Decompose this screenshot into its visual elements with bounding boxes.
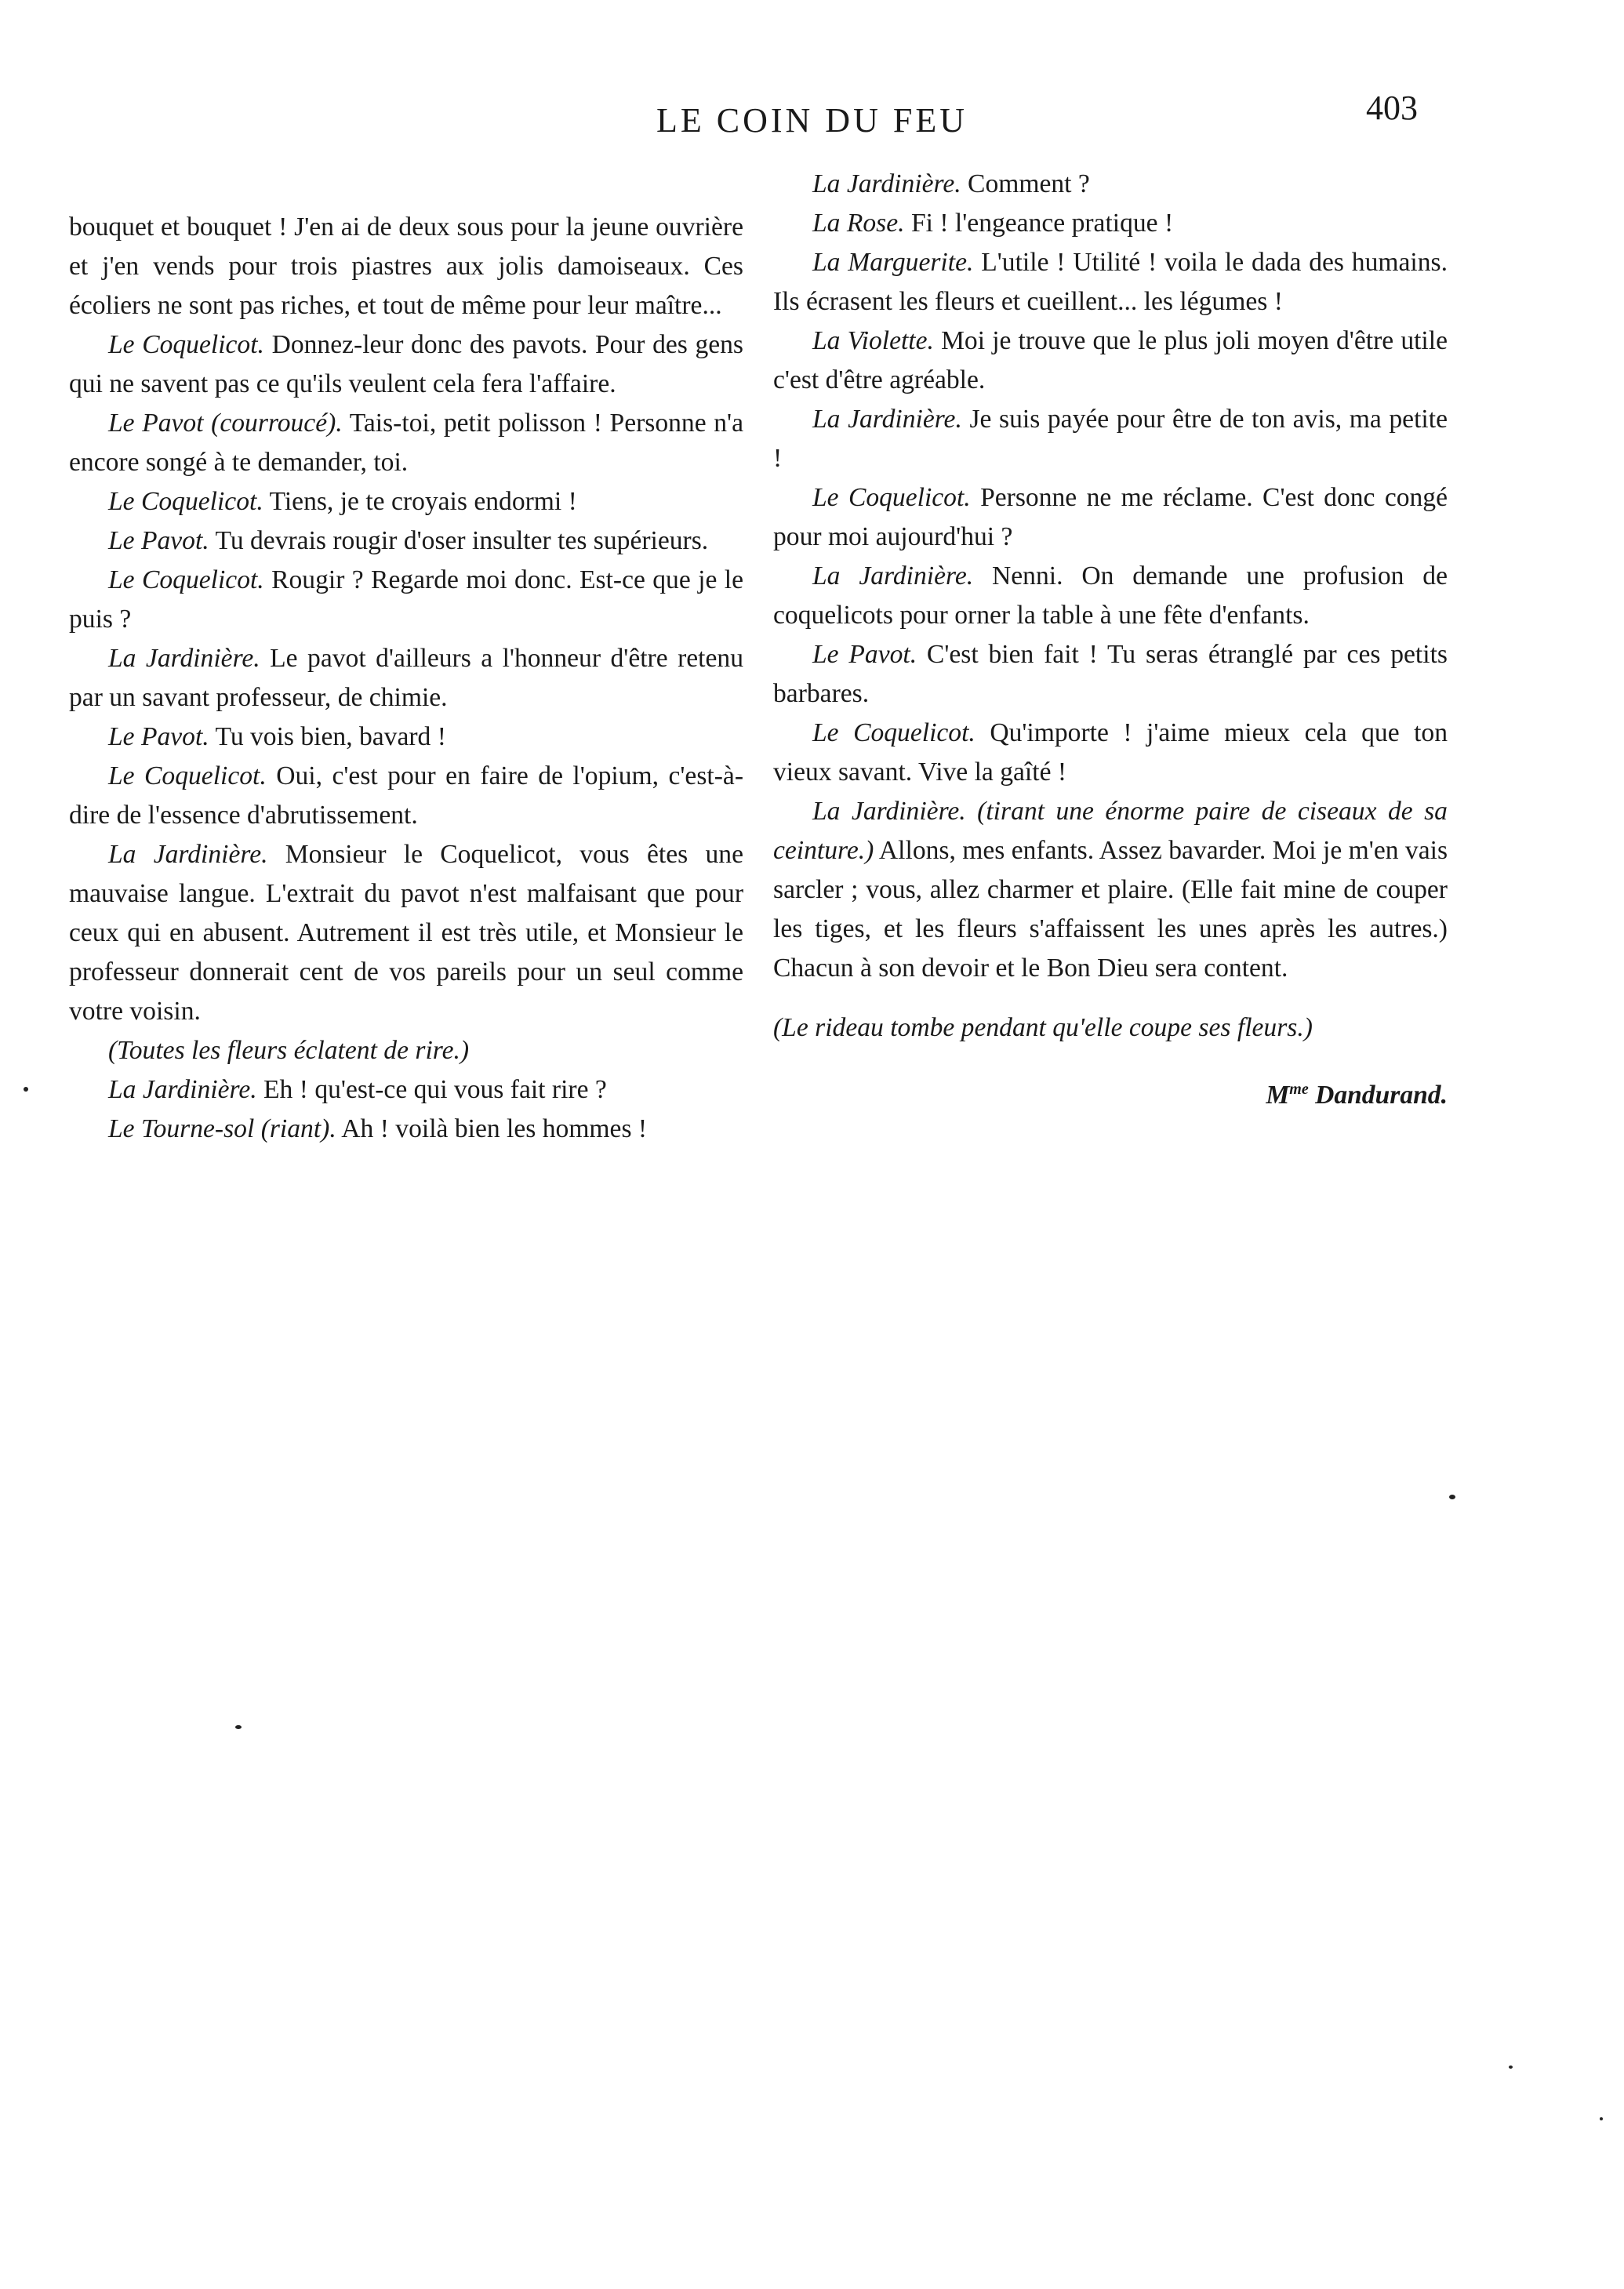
dialogue-line [773, 400, 1448, 478]
dialogue-line [773, 557, 1448, 635]
ink-speck [1449, 1495, 1455, 1499]
dialogue-text: Comment ? [968, 169, 1090, 198]
dialogue-line [773, 322, 1448, 400]
stage-direction: (riant). [260, 1114, 336, 1143]
speaker-name: La Jardinière. [108, 644, 260, 673]
stage-direction: (tirant une énorme paire de ciseaux de sa ceinture.) [773, 797, 1448, 865]
dialogue-text: Ah ! voilà bien les hommes ! [341, 1114, 648, 1143]
dialogue-line [773, 635, 1448, 714]
dialogue-line [773, 478, 1448, 557]
speaker-name: Le Tourne-sol [108, 1114, 255, 1143]
dialogue-text: Tiens, je te croyais endormi ! [269, 487, 577, 516]
speaker-name: La Marguerite. [812, 248, 974, 277]
dialogue-text: Je suis payée pour être de ton avis, ma petite ! [773, 405, 1448, 473]
signature-name: Dandurand. [1308, 1081, 1448, 1110]
dialogue-line [69, 404, 743, 482]
dialogue-line [773, 165, 1448, 204]
dialogue-text: Tais-toi, petit polisson ! Personne n'a encore songé à te demander, toi. [69, 409, 743, 477]
dialogue-text: Nenni. On demande une profusion de coquelicots pour orner la table à une fête d'enfants. [773, 561, 1448, 630]
dialogue-line [69, 718, 743, 757]
dialogue-text: Tu vois bien, bavard ! [215, 722, 446, 751]
dialogue-text: Oui, c'est pour en faire de l'opium, c'est-à-dire de l'essence d'abrutissement. [69, 761, 743, 830]
dialogue-text: Moi je trouve que le plus joli moyen d'être utile c'est d'être agréable. [773, 326, 1448, 394]
dialogue-line [69, 1110, 743, 1149]
dialogue-line [773, 792, 1448, 988]
signature-sup: me [1289, 1081, 1309, 1098]
dialogue-line [773, 204, 1448, 243]
closing-stage-direction: (Le rideau tombe pendant qu'elle coupe ses fleurs.) [773, 1013, 1313, 1042]
paragraph-text: bouquet et bouquet ! J'en ai de deux sous pour la jeune ouvrière et j'en vends pour trois piastres aux jolis damoiseaux. Ces écoliers ne sont pas riches, et tout de même pour leur maître... [69, 213, 743, 320]
dialogue-line [69, 1070, 743, 1110]
dialogue-line [69, 639, 743, 718]
dialogue-line [773, 243, 1448, 322]
speaker-name: La Jardinière. [812, 169, 961, 198]
dialogue-line [69, 757, 743, 835]
ink-speck [235, 1725, 242, 1729]
dialogue-text: Donnez-leur donc des pavots. Pour des gens qui ne savent pas ce qu'ils veulent cela fera l'affaire. [69, 330, 743, 398]
ink-speck [1509, 2066, 1513, 2069]
ink-speck [1600, 2117, 1603, 2120]
speaker-name: Le Pavot [108, 409, 204, 438]
dialogue-text: Rougir ? Regarde moi donc. Est-ce que je le puis ? [69, 565, 743, 634]
speaker-name: La Jardinière. [108, 840, 268, 869]
speaker-name: La Jardinière. [108, 1075, 257, 1104]
speaker-name: Le Coquelicot. [108, 330, 264, 359]
dialogue-text: Eh ! qu'est-ce qui vous fait rire ? [263, 1075, 607, 1104]
dialogue-line [69, 482, 743, 521]
right-column [773, 165, 1448, 1115]
stage-direction-line [69, 1031, 743, 1070]
dialogue-text: Le pavot d'ailleurs a l'honneur d'être retenu par un savant professeur, de chimie. [69, 644, 743, 712]
speaker-name: Le Coquelicot. [108, 565, 264, 594]
speaker-name: La Rose. [812, 209, 905, 238]
dialogue-text: Personne ne me réclame. C'est donc congé pour moi aujourd'hui ? [773, 483, 1448, 551]
dialogue-text: Monsieur le Coquelicot, vous êtes une mauvaise langue. L'extrait du pavot n'est malfaisant que pour ceux qui en abusent. Autrement il est très utile, et Monsieur le professeur donnerait cent de vos pareils pour un seul comme votre voisin. [69, 840, 743, 1026]
dialogue-line [69, 835, 743, 1031]
running-head: LE COIN DU FEU [656, 101, 968, 140]
dialogue-line [773, 714, 1448, 792]
dialogue-text: Tu devrais rougir d'oser insulter tes supérieurs. [215, 526, 709, 555]
signature [773, 1070, 1448, 1115]
dialogue-line [69, 325, 743, 404]
speaker-name: La Jardinière. [812, 405, 962, 434]
dialogue-line [69, 561, 743, 639]
dialogue-text: L'utile ! Utilité ! voila le dada des humains. Ils écrasent les fleurs et cueillent... les légumes ! [773, 248, 1448, 316]
ink-speck [24, 1087, 28, 1092]
speaker-name: Le Coquelicot. [812, 483, 971, 512]
paragraph [69, 208, 743, 325]
left-column [69, 208, 743, 1149]
stage-direction: (Toutes les fleurs éclatent de rire.) [108, 1036, 470, 1065]
speaker-name: Le Coquelicot. [108, 761, 267, 790]
dialogue-text: Qu'importe ! j'aime mieux cela que ton vieux savant. Vive la gaîté ! [773, 718, 1448, 787]
page-number: 403 [1366, 89, 1418, 127]
speaker-name: Le Coquelicot. [812, 718, 975, 747]
speaker-name: Le Pavot. [812, 640, 917, 669]
speaker-name: La Jardinière. [812, 797, 966, 826]
speaker-name: Le Coquelicot. [108, 487, 263, 516]
speaker-name: Le Pavot. [108, 526, 209, 555]
speaker-name: La Jardinière. [812, 561, 974, 590]
speaker-name: La Violette. [812, 326, 934, 355]
stage-direction: (courroucé). [211, 409, 343, 438]
dialogue-text: C'est bien fait ! Tu seras étranglé par ces petits barbares. [773, 640, 1448, 708]
speaker-name: Le Pavot. [108, 722, 209, 751]
dialogue-line [69, 521, 743, 561]
dialogue-text: Allons, mes enfants. Assez bavarder. Moi je m'en vais sarcler ; vous, allez charmer et plaire. (Elle fait mine de couper les tiges, et les fleurs s'affaissent les unes après les autres.) Chacun à son devoir et le Bon Dieu sera content. [773, 836, 1448, 983]
signature-title: M [1266, 1081, 1290, 1110]
dialogue-text: Fi ! l'engeance pratique ! [910, 209, 1174, 238]
